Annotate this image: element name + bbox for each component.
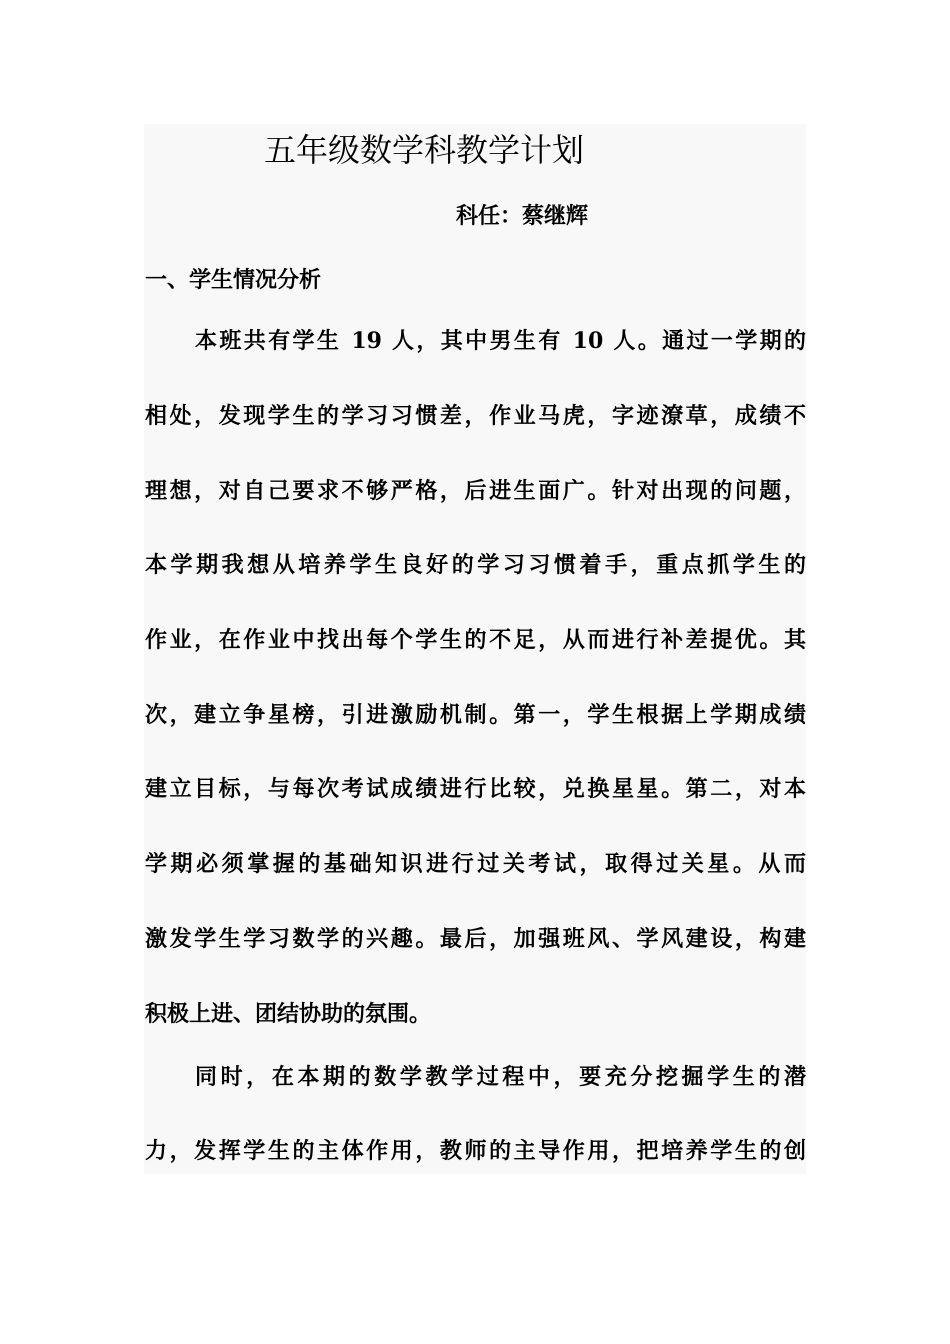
paragraph-line: 理想，对自己要求不够严格，后进生面广。针对出现的问题， xyxy=(145,478,806,504)
section-heading: 一、学生情况分析 xyxy=(145,267,322,293)
paragraph-line: 力，发挥学生的主体作用，教师的主导作用，把培养学生的创 xyxy=(145,1138,806,1164)
paragraph-line: 同时，在本期的数学教学过程中，要充分挖掘学生的潜 xyxy=(195,1064,806,1090)
document-title: 五年级数学科教学计划 xyxy=(264,131,585,169)
paragraph-line: 学期必须掌握的基础知识进行过关考试，取得过关星。从而 xyxy=(145,851,806,877)
paragraph-line: 激发学生学习数学的兴趣。最后，加强班风、学风建设，构建 xyxy=(145,926,806,952)
document-author: 科任：蔡继辉 xyxy=(456,203,589,229)
paragraph-line: 作业，在作业中找出每个学生的不足，从而进行补差提优。其 xyxy=(145,627,806,653)
paragraph-line: 本学期我想从培养学生良好的学习习惯着手，重点抓学生的 xyxy=(145,552,806,578)
paragraph-line: 相处，发现学生的学习习惯差，作业马虎，字迹潦草，成绩不 xyxy=(145,403,806,429)
paragraph-line: 积极上进、团结协助的氛围。 xyxy=(145,1001,432,1027)
paragraph-line: 次，建立争星榜，引进激励机制。第一，学生根据上学期成绩 xyxy=(145,702,806,728)
paragraph-line: 本班共有学生 19 人，其中男生有 10 人。通过一学期的 xyxy=(195,328,806,354)
paragraph-line: 建立目标，与每次考试成绩进行比较，兑换星星。第二，对本 xyxy=(145,776,806,802)
